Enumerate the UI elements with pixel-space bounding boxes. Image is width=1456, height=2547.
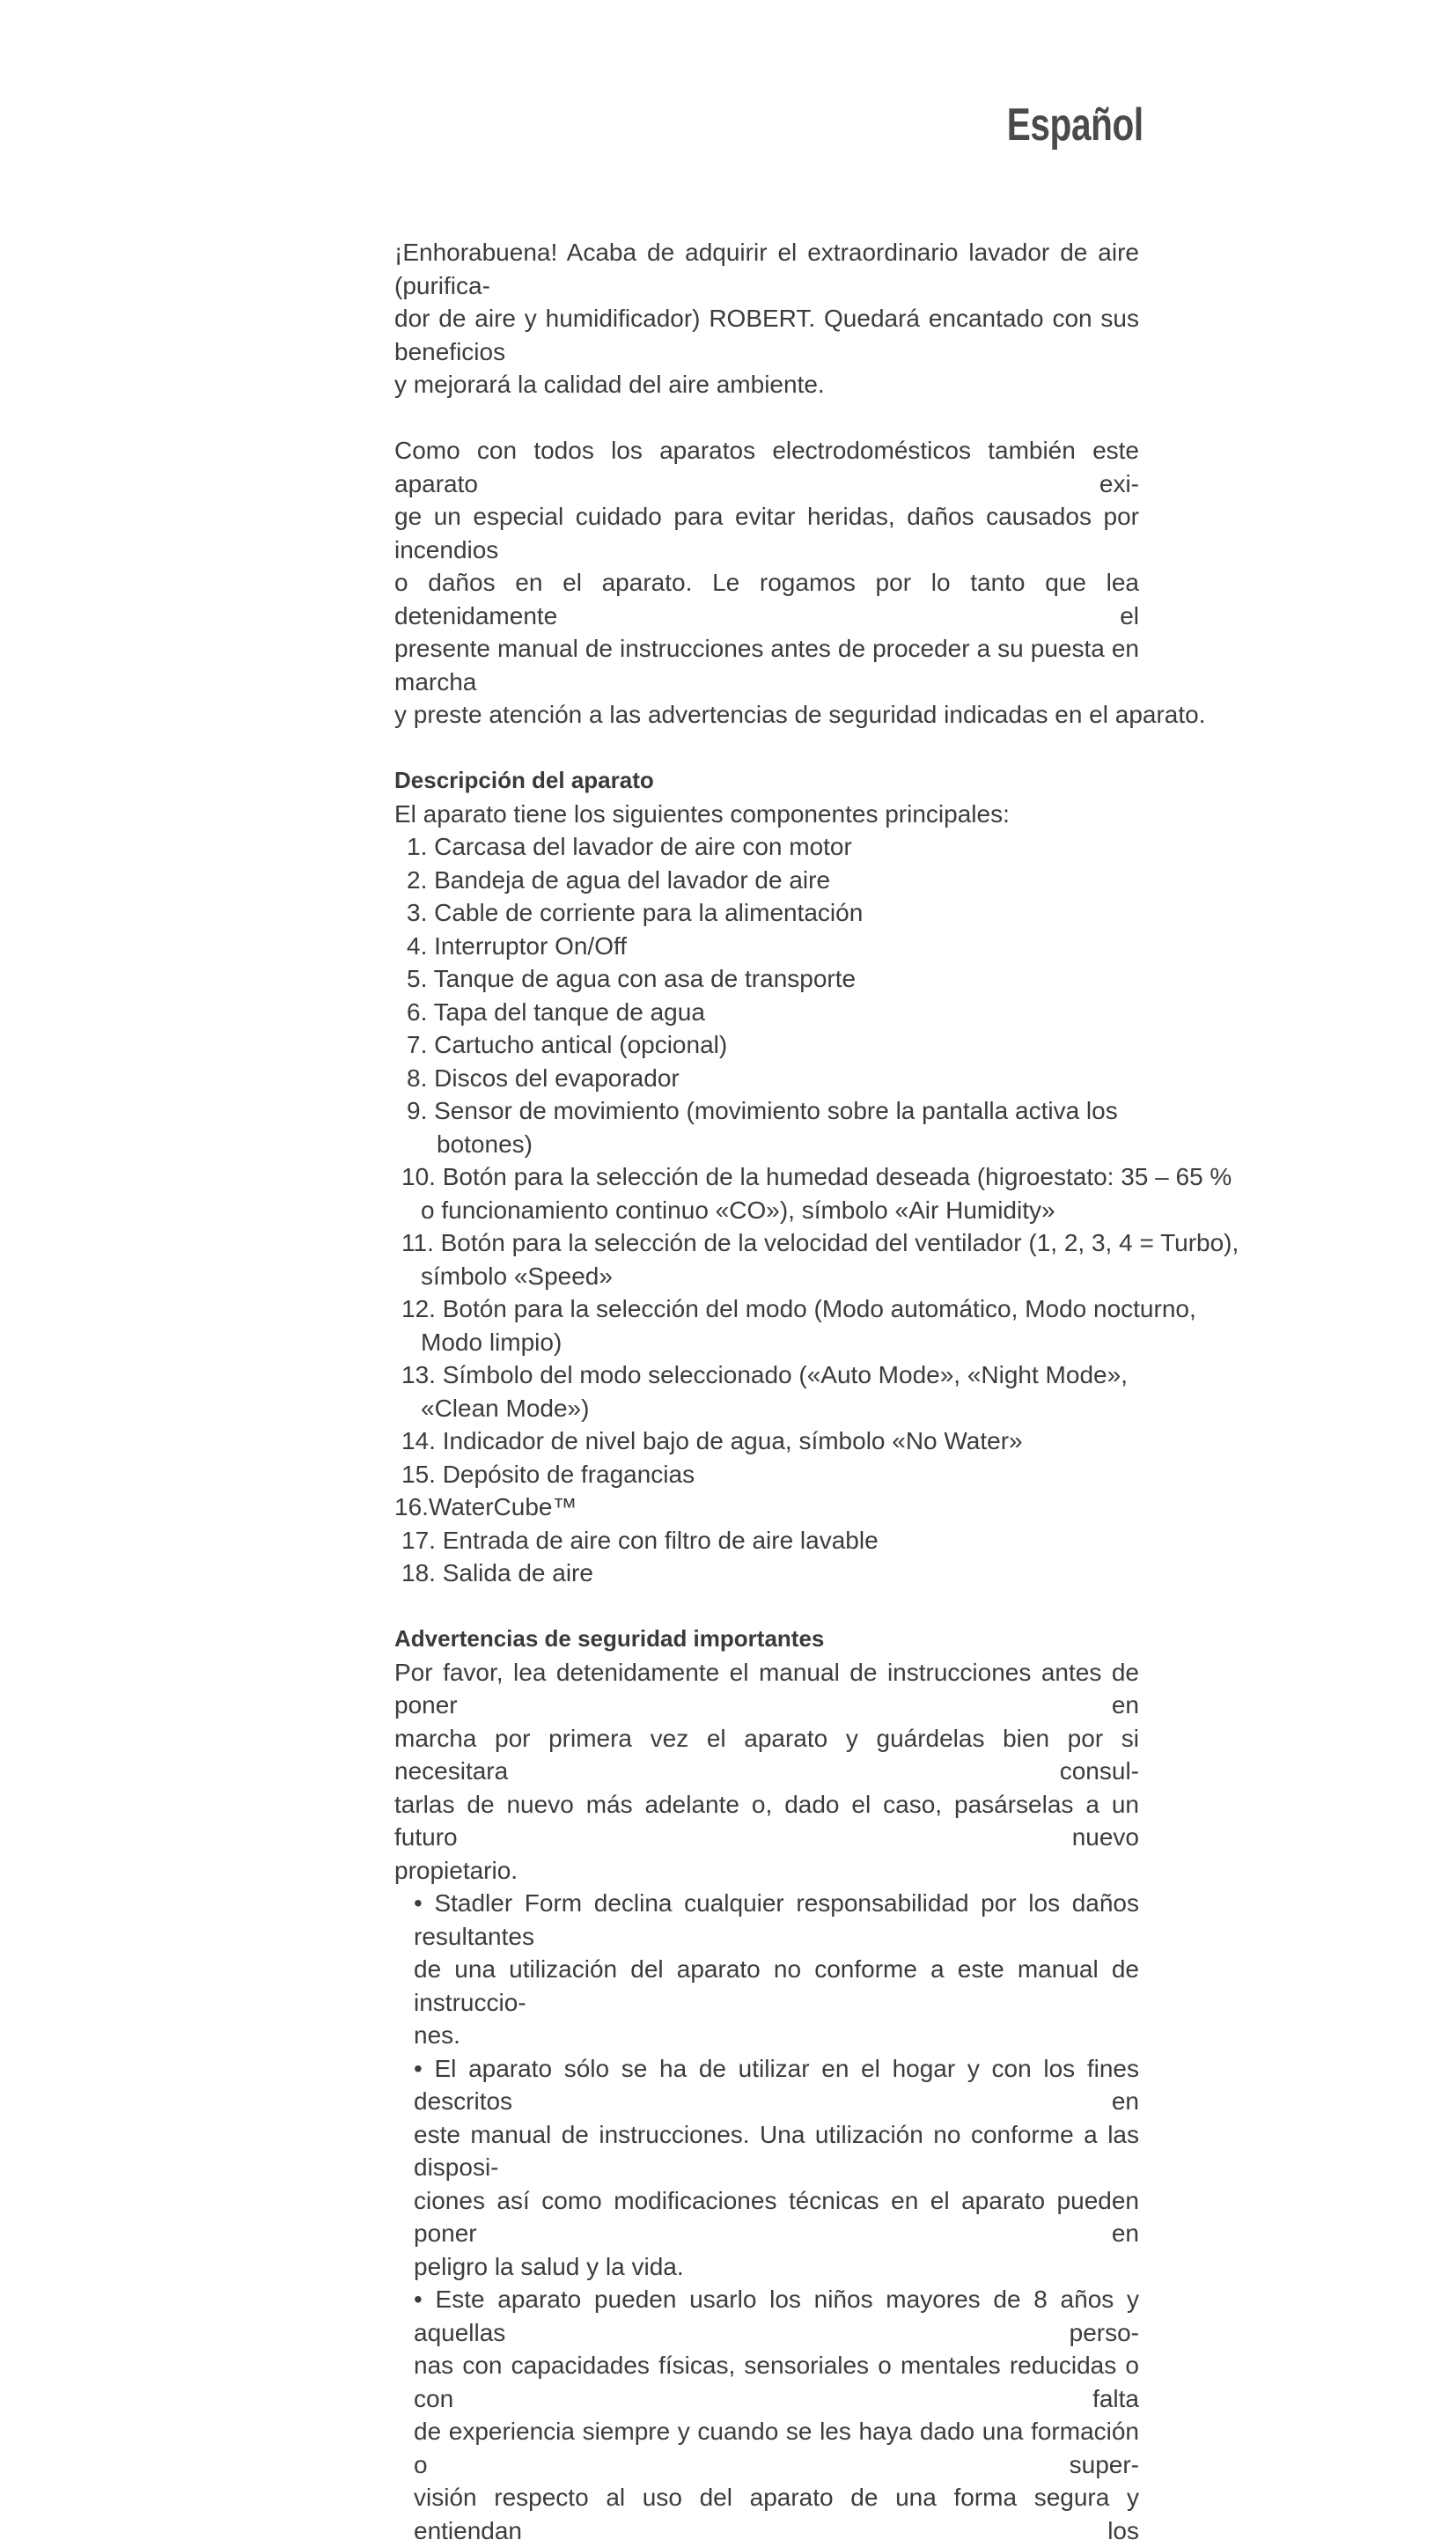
bullet-line: este manual de instrucciones. Una utilización no conforme a las disposi-	[414, 2120, 1139, 2181]
safety-bullet-1	[394, 1887, 1139, 2052]
list-item: 13. Símbolo del modo seleccionado («Auto Mode», «Night Mode»,	[401, 1361, 1128, 1388]
list-item: 1. Carcasa del lavador de aire con motor	[407, 833, 852, 860]
list-item: 5. Tanque de agua con asa de transporte	[407, 965, 857, 992]
list-item: 2. Bandeja de agua del lavador de aire	[407, 865, 831, 894]
list-item: 3. Cable de corriente para la alimentación	[407, 899, 864, 926]
list-item: 14. Indicador de nivel bajo de agua, símbolo «No Water»	[401, 1427, 1023, 1454]
text-line: Como con todos los aparatos electrodomésticos también este aparato exi-	[394, 437, 1139, 497]
safety-section	[394, 1623, 1139, 2547]
bullet-line: nas con capacidades físicas, sensoriales o mentales reducidas o con falta	[414, 2352, 1139, 2412]
bullet-line: peligro la salud y la vida.	[414, 2252, 684, 2280]
text-line: ¡Enhorabuena! Acaba de adquirir el extraordinario lavador de aire (purifica-	[394, 239, 1139, 299]
bullet-line: • Este aparato pueden usarlo los niños mayores de 8 años y aquellas perso-	[414, 2286, 1139, 2346]
text-line: dor de aire y humidificador) ROBERT. Quedará encantado con sus beneficios	[394, 305, 1139, 365]
bullet-line: visión respecto al uso del aparato de una forma segura y entiendan los	[414, 2484, 1139, 2544]
section-heading-safety: Advertencias de seguridad importantes	[394, 1625, 825, 1652]
intro-paragraph-2	[394, 434, 1206, 732]
list-item: 7. Cartucho antical (opcional)	[407, 1031, 728, 1058]
bullet-line: de una utilización del aparato no conforme a este manual de instruccio-	[414, 1955, 1139, 2016]
language-heading: Español	[1006, 99, 1143, 151]
bullet-line: • El aparato sólo se ha de utilizar en el hogar y con los fines descritos en	[414, 2054, 1139, 2115]
manual-content	[394, 236, 1239, 2547]
bullet-line: ciones así como modificaciones técnicas en el aparato pueden poner en	[414, 2186, 1139, 2247]
text-line: ge un especial cuidado para evitar heridas, daños causados por incendios	[394, 503, 1139, 563]
list-item-continuation: botones)	[437, 1130, 533, 1158]
list-item: 8. Discos del evaporador	[407, 1064, 680, 1092]
list-item: 16.WaterCube™	[394, 1493, 577, 1520]
intro-paragraph-1	[394, 236, 1139, 401]
list-item-continuation: Modo limpio)	[421, 1328, 563, 1356]
text-line: tarlas de nuevo más adelante o, dado el caso, pasárselas a un futuro nuevo	[394, 1790, 1139, 1851]
text-line: o daños en el aparato. Le rogamos por lo tanto que lea detenidamente el	[394, 569, 1139, 629]
text-line: propietario.	[394, 1856, 518, 1884]
list-item: 11. Botón para la selección de la velocidad del ventilador (1, 2, 3, 4 = Turbo),	[401, 1229, 1239, 1256]
text-line: y preste atención a las advertencias de seguridad indicadas en el aparato.	[394, 701, 1206, 728]
list-item: 4. Interruptor On/Off	[407, 931, 628, 960]
list-item: 18. Salida de aire	[401, 1559, 593, 1586]
safety-bullet-2	[394, 2052, 1139, 2284]
list-item-continuation: «Clean Mode»)	[421, 1394, 590, 1422]
list-item: 17. Entrada de aire con filtro de aire lavable	[401, 1526, 879, 1554]
device-description-section	[394, 764, 1239, 1590]
text-line: marcha por primera vez el aparato y guárdelas bien por si necesitara consul-	[394, 1724, 1139, 1785]
list-item: 15. Depósito de fragancias	[401, 1460, 695, 1488]
section-heading-description: Descripción del aparato	[394, 767, 654, 793]
text-line: presente manual de instrucciones antes de proceder a su puesta en marcha	[394, 635, 1139, 696]
bullet-line: de experiencia siempre y cuando se les haya dado una formación o super-	[414, 2418, 1139, 2478]
bullet-line: • Stadler Form declina cualquier responsabilidad por los daños resultantes	[414, 1889, 1139, 1950]
safety-bullet-3	[394, 2283, 1139, 2547]
list-item: 6. Tapa del tanque de agua	[407, 997, 705, 1026]
list-item-continuation: símbolo «Speed»	[421, 1262, 613, 1290]
list-item-continuation: o funcionamiento continuo «CO»), símbolo «Air Humidity»	[421, 1196, 1055, 1224]
text-line: y mejorará la calidad del aire ambiente.	[394, 371, 825, 398]
list-item: 9. Sensor de movimiento (movimiento sobre la pantalla activa los	[407, 1097, 1118, 1124]
text-line: Por favor, lea detenidamente el manual de instrucciones antes de poner en	[394, 1658, 1139, 1719]
list-item: 12. Botón para la selección del modo (Modo automático, Modo nocturno,	[401, 1295, 1196, 1322]
list-item: 10. Botón para la selección de la humedad deseada (higroestato: 35 – 65 %	[401, 1163, 1232, 1190]
description-lead: El aparato tiene los siguientes componentes principales:	[394, 799, 1010, 828]
bullet-line: nes.	[414, 2021, 460, 2049]
